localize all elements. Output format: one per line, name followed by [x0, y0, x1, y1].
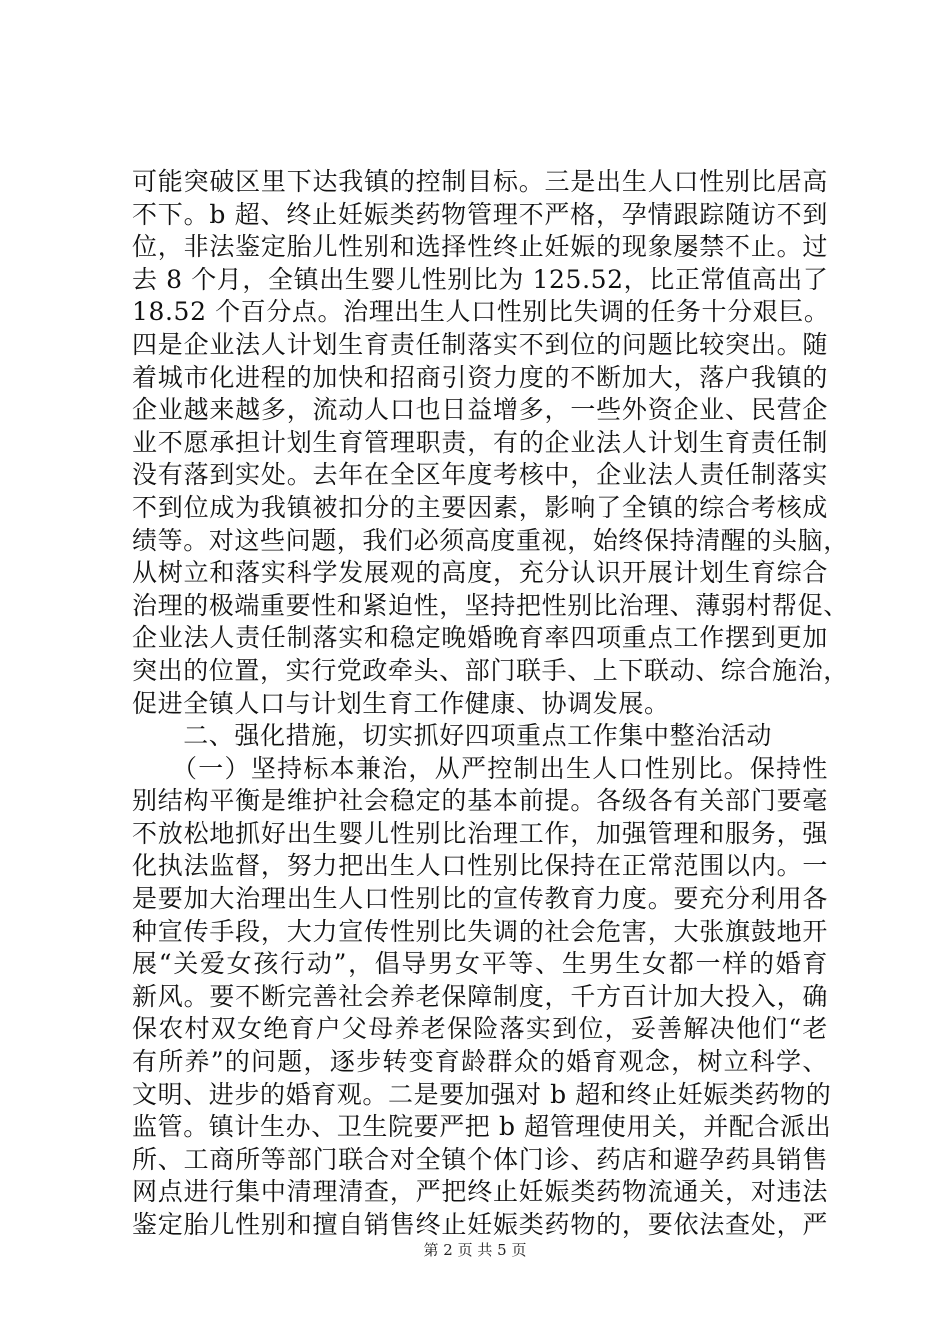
text-line: 有所养”的问题，逐步转变育龄群众的婚育观念，树立科学、: [132, 1047, 828, 1077]
text-line: 是要加大治理出生人口性别比的宣传教育力度。要充分利用各: [132, 884, 828, 914]
text-line: 种宣传手段，大力宣传性别比失调的社会危害，大张旗鼓地开: [132, 916, 828, 946]
text-line: 绩等。对这些问题，我们必须高度重视，始终保持清醒的头脑，: [132, 525, 849, 555]
text-line: 监管。镇计生办、卫生院要严把 b 超管理使用关，并配合派出: [132, 1112, 832, 1142]
text-line: 不到位成为我镇被扣分的主要因素，影响了全镇的综合考核成: [132, 492, 828, 522]
text-line: 二、强化措施，切实抓好四项重点工作集中整治活动: [132, 721, 773, 751]
text-line: 从树立和落实科学发展观的高度，充分认识开展计划生育综合: [132, 558, 828, 588]
text-line: 治理的极端重要性和紧迫性，坚持把性别比治理、薄弱村帮促、: [132, 590, 849, 620]
text-line: 没有落到实处。去年在全区年度考核中，企业法人责任制落实: [132, 460, 828, 490]
text-line: 企业法人责任制落实和稳定晚婚晚育率四项重点工作摆到更加: [132, 623, 828, 653]
text-line: 着城市化进程的加快和招商引资力度的不断加大，落户我镇的: [132, 362, 828, 392]
text-line: 保农村双女绝育户父母养老保险落实到位，妥善解决他们“老: [132, 1014, 828, 1044]
text-line: 文明、进步的婚育观。二是要加强对 b 超和终止妊娠类药物的: [132, 1079, 832, 1109]
text-line: 位，非法鉴定胎儿性别和选择性终止妊娠的现象屡禁不止。过: [132, 232, 828, 262]
text-line: 所、工商所等部门联合对全镇个体门诊、药店和避孕药具销售: [132, 1144, 828, 1174]
text-line: 促进全镇人口与计划生育工作健康、协调发展。: [132, 688, 670, 718]
text-line: 新风。要不断完善社会养老保障制度，千方百计加大投入，确: [132, 981, 828, 1011]
text-line: 化执法监督，努力把出生人口性别比保持在正常范围以内。一: [132, 851, 828, 881]
text-line: （一）坚持标本兼治，从严控制出生人口性别比。保持性: [132, 753, 828, 783]
text-line: 18.52 个百分点。治理出生人口性别比失调的任务十分艰巨。: [132, 297, 830, 327]
text-line: 展“关爱女孩行动”，倡导男女平等、生男生女都一样的婚育: [132, 949, 828, 979]
text-line: 别结构平衡是维护社会稳定的基本前提。各级各有关部门要毫: [132, 786, 828, 816]
text-line: 不放松地抓好出生婴儿性别比治理工作，加强管理和服务，强: [132, 818, 828, 848]
text-line: 网点进行集中清理清查，严把终止妊娠类药物流通关，对违法: [132, 1177, 828, 1207]
text-line: 去 8 个月，全镇出生婴儿性别比为 125.52，比正常值高出了: [132, 264, 829, 294]
text-line: 可能突破区里下达我镇的控制目标。三是出生人口性别比居高: [132, 167, 828, 196]
text-line: 业不愿承担计划生育管理职责，有的企业法人计划生育责任制: [132, 427, 828, 457]
text-line: 四是企业法人计划生育责任制落实不到位的问题比较突出。随: [132, 329, 828, 359]
text-line: 不下。b 超、终止妊娠类药物管理不严格，孕情跟踪随访不到: [132, 199, 828, 229]
page-footer: 第 2 页 共 5 页: [423, 1241, 527, 1259]
text-line: 突出的位置，实行党政牵头、部门联手、上下联动、综合施治，: [132, 655, 849, 685]
text-line: 企业越来越多，流动人口也日益增多，一些外资企业、民营企: [132, 395, 828, 425]
body-text: [132, 166, 849, 1242]
text-line: 鉴定胎儿性别和擅自销售终止妊娠类药物的，要依法查处，严: [132, 1210, 828, 1239]
